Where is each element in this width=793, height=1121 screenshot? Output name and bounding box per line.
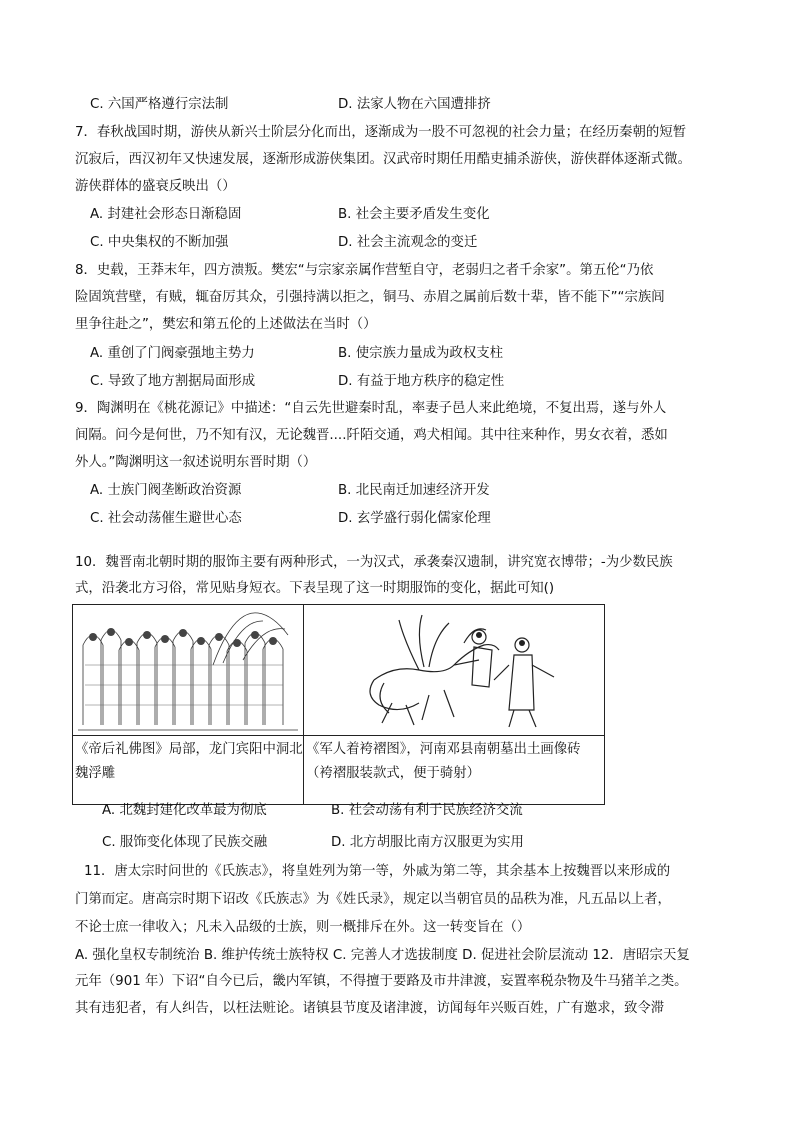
- q10-option-b: B. 社会动荡有利于民族经济交流: [331, 803, 523, 818]
- q6-option-c: C. 六国严格遵行宗法制: [90, 97, 229, 112]
- q10-image-table: [72, 604, 605, 805]
- soldier-kuzhe-brick-image: [304, 605, 605, 736]
- q7-option-d: D. 社会主流观念的变迁: [338, 235, 478, 250]
- q9-option-d: D. 玄学盛行弱化儒家伦理: [338, 511, 491, 526]
- q7-option-b: B. 社会主要矛盾发生变化: [338, 207, 490, 222]
- q8-option-b: B. 使宗族力量成为政权支柱: [338, 346, 503, 361]
- q11-stem-line-2: 门第而定。唐高宗时期下诏改《氏族志》为《姓氏录》，规定以当朝官员的品秩为准，凡五品以上者，: [75, 892, 671, 907]
- q12-stem-line-1: 元年（901 年）下诏“自今已后，畿内军镇，不得擅于要路及市井津渡，妄置率税杂物及牛马猪羊之类。: [75, 974, 688, 989]
- buddha-worship-relief-image: [73, 605, 304, 736]
- q7-stem-line-2: 沉寂后，西汉初年又快速发展，逐渐形成游侠集团。汉武帝时期任用酷吏捕杀游侠，游侠群体逐渐式微。: [75, 152, 691, 167]
- q8-stem-line-3: 里争往赴之”，樊宏和第五伦的上述做法在当时（）: [75, 317, 377, 332]
- q10-option-c: C. 服饰变化体现了民族交融: [102, 835, 268, 850]
- q10-option-d: D. 北方胡服比南方汉服更为实用: [331, 835, 524, 850]
- left-image-caption: 《帝后礼佛图》局部，龙门宾阳中洞北魏浮雕: [75, 742, 303, 781]
- q7-option-a: A. 封建社会形态日渐稳固: [90, 207, 242, 222]
- q9-option-b: B. 北民南迁加速经济开发: [338, 483, 490, 498]
- q8-stem-line-2: 险固筑营壁，有贼，辄奋厉其众，引强持满以拒之，铜马、赤眉之属前后数十辈，皆不能下”“宗族闾: [75, 290, 665, 305]
- q11-stem-line-1: 11．唐太宗时问世的《氏族志》，将皇姓列为第一等，外戚为第二等，其余基本上按魏晋以来形成的: [84, 864, 671, 879]
- q11-stem-line-3: 不论士庶一律收入；凡未入品级的士族，则一概排斥在外。这一转变旨在（）: [75, 920, 531, 935]
- q7-option-c: C. 中央集权的不断加强: [90, 235, 229, 250]
- q10-stem-line-1: 10．魏晋南北朝时期的服饰主要有两种形式，一为汉式，承袭秦汉遗制，讲究宽衣博带；-为少数民族: [75, 555, 673, 570]
- q7-stem-line-1: 7．春秋战国时期，游侠从新兴士阶层分化而出，逐渐成为一股不可忽视的社会力量；在经历秦朝的短暂: [75, 125, 687, 140]
- q9-stem-line-3: 外人。”陶渊明这一叙述说明东晋时期（）: [75, 455, 317, 470]
- q12-stem-line-2: 其有违犯者，有人纠告，以枉法赃论。诸镇县节度及诸津渡，访闻每年兴贩百姓，广有邀求，致令滞: [75, 1001, 665, 1016]
- q6-option-d: D. 法家人物在六国遭排挤: [338, 97, 491, 112]
- q8-option-d: D. 有益于地方秩序的稳定性: [338, 374, 505, 389]
- q8-stem-line-1: 8．史载，王莽末年，四方溃叛。樊宏“与宗家亲属作营堑自守，老弱归之者千余家”。第五伦“乃依: [75, 263, 654, 278]
- q10-option-a: A. 北魏封建化改革最为彻底: [102, 803, 267, 818]
- q8-option-c: C. 导致了地方割据局面形成: [90, 374, 256, 389]
- q9-stem-line-1: 9．陶渊明在《桃花源记》中描述：“自云先世避秦时乱，率妻子邑人来此绝境，不复出焉，遂与外人: [75, 401, 667, 416]
- q7-stem-line-3: 游侠群体的盛衰反映出（）: [75, 179, 236, 194]
- q9-stem-line-2: 间隔。问今是何世，乃不知有汉，无论魏晋....阡陌交通，鸡犬相闻。其中往来种作，男女衣着，悉如: [75, 428, 668, 443]
- q10-stem-line-2: 式，沿袭北方习俗，常见贴身短衣。下表呈现了这一时期服饰的变化，据此可知(): [75, 581, 555, 596]
- q9-option-a: A. 士族门阀垄断政治资源: [90, 483, 242, 498]
- right-image-caption: 《军人着袴褶图》，河南邓县南朝墓出土画像砖（袴褶服装款式，便于骑射）: [306, 742, 581, 781]
- q8-option-a: A. 重创了门阀豪强地主势力: [90, 346, 255, 361]
- q11-options-line: A. 强化皇权专制统治 B. 维护传统士族特权 C. 完善人才选拔制度 D. 促进社会阶层流动 12．唐昭宗天复: [75, 948, 690, 963]
- q9-option-c: C. 社会动荡催生避世心态: [90, 511, 242, 526]
